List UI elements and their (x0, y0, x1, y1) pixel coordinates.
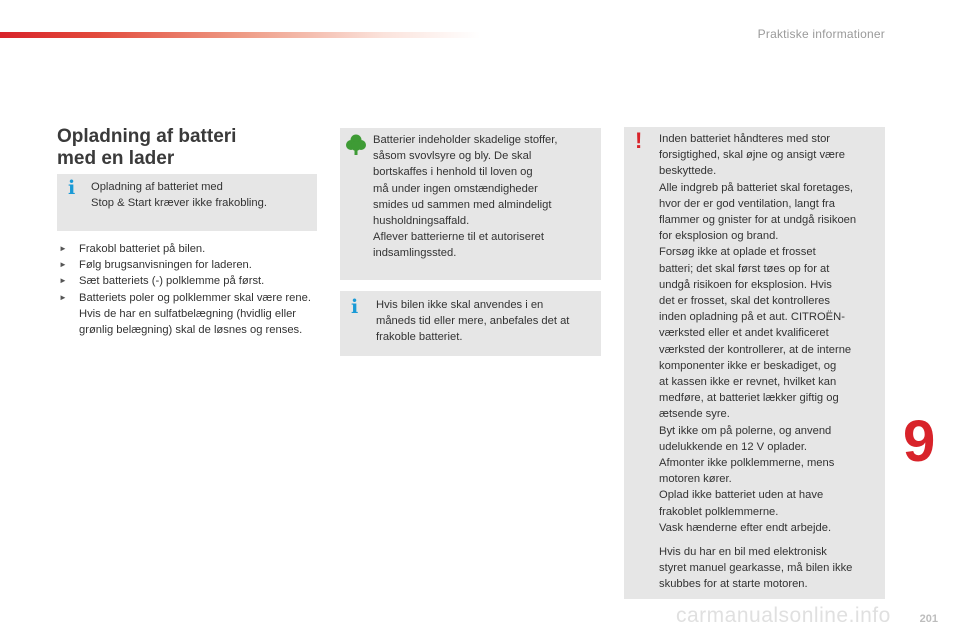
list-item: ► Batteriets poler og polklemmer skal være rene. Hvis de har en sulfatbelægning (hvidlig eller grønlig belægning) skal de løsnes og renses. (57, 290, 312, 339)
info-box-storage (340, 291, 601, 356)
warning-text-gearbox: Hvis du har en bil med elektronisk styret manuel gearkasse, må bilen ikke skubbes for at starte motoren. (659, 546, 853, 591)
warning-text: Inden batteriet håndteres med stor forsigtighed, skal øjne og ansigt være beskyttede. Alle indgreb på batteriet skal foretages, hvor der er god ventilation, langt fra flammer og gnister for at undgå risikoen for eksplosion og brand. Forsøg ikke at oplade et frosset batteri; det skal først tøes op for at undgå risikoen for eksplosion. Hvis det er frosset, skal det kontrolleres inden opladning på et aut. CITROËN- værksted eller et andet kvalificeret værksted der kontrollerer, at de interne komponenter ikke er beskadiget, og at kassen ikke er revnet, hvilket kan medføre, at batteriet lækker giftig og ætsende syre. Byt ikke om på polerne, og anvend udelukkende en 12 V oplader. Afmonter ikke polklemmerne, mens motoren kører. Oplad ikke batteriet uden at have frakoblet polklemmerne. Vask hænderne efter endt arbejde. (659, 133, 857, 534)
section-header: Praktiske informationer (757, 27, 885, 41)
list-item: ► Følg brugsanvisningen for laderen. (57, 257, 312, 273)
chapter-number: 9 (903, 409, 936, 474)
list-item: ► Frakobl batteriet på bilen. (57, 241, 312, 257)
info-box-text: Hvis bilen ikke skal anvendes i en måneds tid eller mere, anbefales det at frakoble batteriet. (376, 299, 570, 344)
warning-box (624, 127, 885, 599)
list-item: ► Sæt batteriets (-) polklemme på først. (57, 273, 312, 289)
watermark: carmanualsonline.info (676, 604, 891, 627)
eco-box-text: Batterier indeholder skadelige stoffer, såsom svovlsyre og bly. De skal bortskaffes i henhold til loven og må under ingen omstændigheder smides ud sammen med almindeligt husholdningsaffald. Aflever batterierne til et autoriseret indsamlingssted. (373, 134, 558, 260)
info-icon: i (68, 177, 76, 199)
page-title: Opladning af batteri med en lader (57, 126, 237, 169)
info-box-text: Opladning af batteriet med Stop & Start kræver ikke frakobling. (91, 181, 267, 210)
eco-box-disposal (340, 128, 601, 280)
warning-icon: ! (635, 128, 643, 153)
info-box-stop-start (57, 174, 317, 231)
info-icon: i (351, 296, 359, 318)
page-number: 201 (919, 613, 938, 625)
header-accent-bar (0, 32, 480, 38)
tree-icon (346, 134, 366, 161)
steps-list (57, 241, 312, 338)
